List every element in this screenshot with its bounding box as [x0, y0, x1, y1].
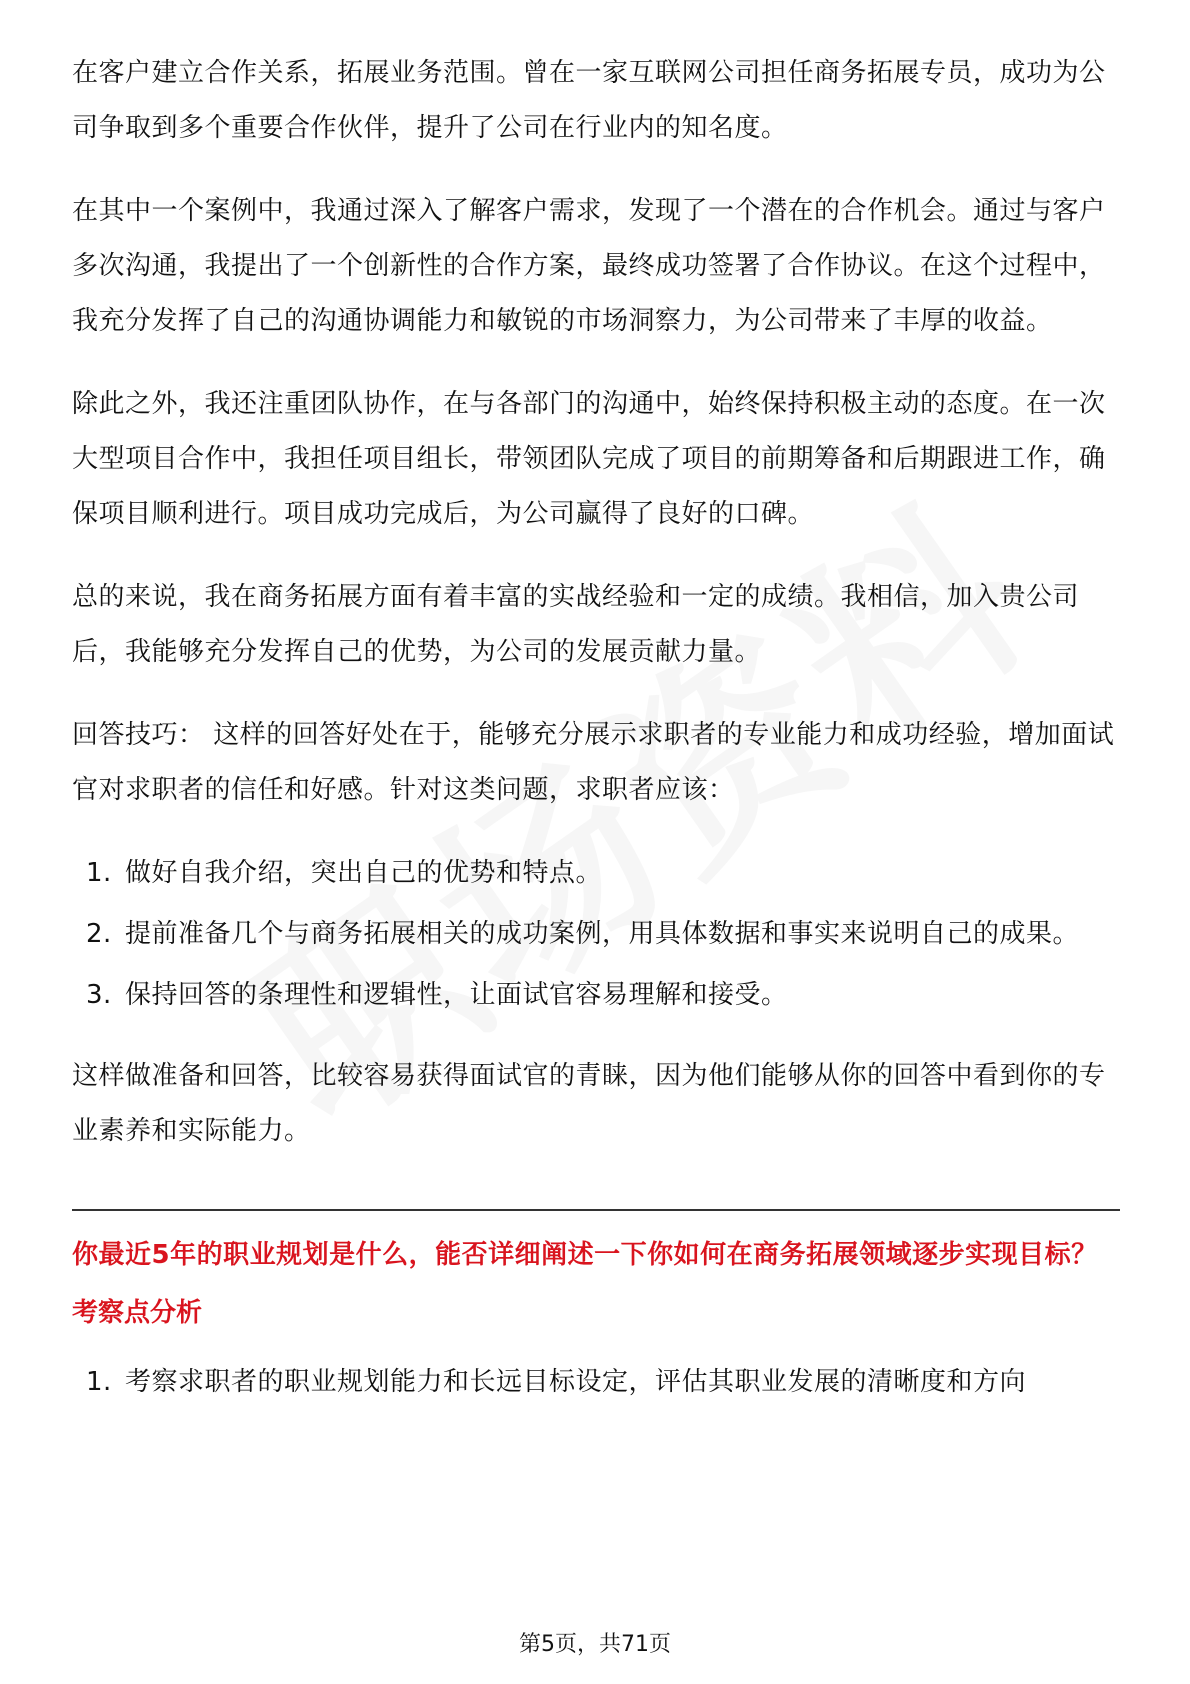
paragraph-closing: 这样做准备和回答，比较容易获得面试官的青睐，因为他们能够从你的回答中看到你的专业素养和实际能力。	[72, 1061, 1106, 1146]
list-item	[72, 846, 1120, 901]
page-footer: 第5页，共71页	[519, 1632, 671, 1657]
analysis-heading: 考察点分析	[72, 1298, 203, 1328]
list-text: 提前准备几个与商务拓展相关的成功案例，用具体数据和事实来说明自己的成果。	[125, 919, 1080, 949]
list-item	[72, 968, 1120, 1023]
paragraph-summary: 总的来说，我在商务拓展方面有着丰富的实战经验和一定的成绩。我相信，加入贵公司后，我能够充分发挥自己的优势，为公司的发展贡献力量。	[72, 582, 1080, 667]
analysis-list	[72, 1355, 1120, 1410]
list-item	[72, 907, 1120, 962]
paragraph-intro-continued: 在客户建立合作关系，拓展业务范围。曾在一家互联网公司担任商务拓展专员，成功为公司争取到多个重要合作伙伴，提升了公司在行业内的知名度。	[72, 58, 1106, 143]
list-number: 2.	[86, 919, 112, 949]
paragraph-case-example: 在其中一个案例中，我通过深入了解客户需求，发现了一个潜在的合作机会。通过与客户多次沟通，我提出了一个创新性的合作方案，最终成功签署了合作协议。在这个过程中，我充分发挥了自己的沟通协调能力和敏锐的市场洞察力，为公司带来了丰厚的收益。	[72, 196, 1106, 336]
question-heading: 你最近5年的职业规划是什么，能否详细阐述一下你如何在商务拓展领域逐步实现目标？	[72, 1240, 1098, 1270]
paragraph-answer-tips: 回答技巧： 这样的回答好处在于，能够充分展示求职者的专业能力和成功经验，增加面试官对求职者的信任和好感。针对这类问题，求职者应该：	[72, 720, 1115, 805]
list-text: 保持回答的条理性和逻辑性，让面试官容易理解和接受。	[125, 980, 788, 1010]
list-text: 做好自我介绍，突出自己的优势和特点。	[125, 858, 603, 888]
list-number: 3.	[86, 980, 112, 1010]
tips-list	[72, 846, 1120, 1023]
page-content	[72, 46, 1120, 1436]
paragraph-teamwork: 除此之外，我还注重团队协作，在与各部门的沟通中，始终保持积极主动的态度。在一次大型项目合作中，我担任项目组长，带领团队完成了项目的前期筹备和后期跟进工作，确保项目顺利进行。项目成功完成后，为公司赢得了良好的口碑。	[72, 389, 1106, 529]
section-divider	[72, 1209, 1120, 1211]
list-number: 1.	[86, 1367, 112, 1397]
list-item	[72, 1355, 1120, 1410]
list-text: 考察求职者的职业规划能力和长远目标设定，评估其职业发展的清晰度和方向	[125, 1367, 1027, 1397]
list-number: 1.	[86, 858, 112, 888]
